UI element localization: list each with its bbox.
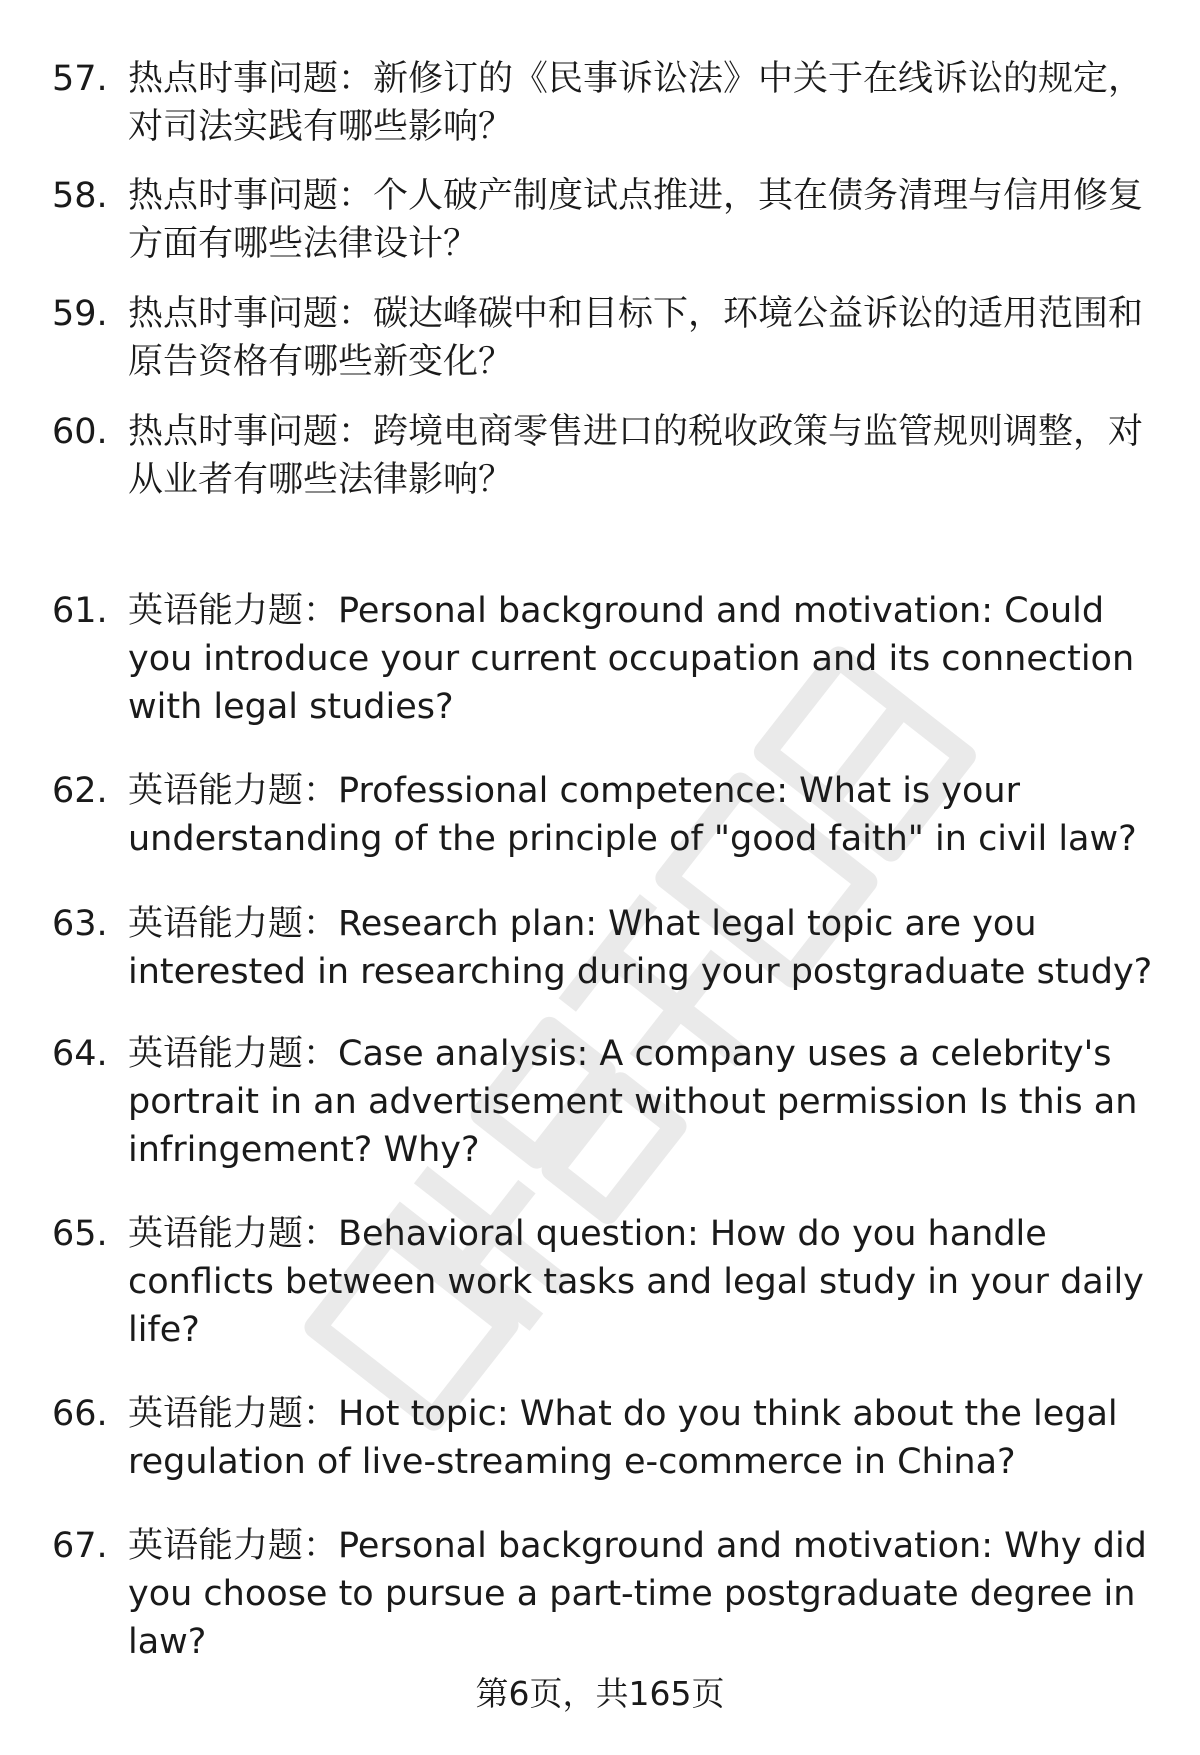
question-text: [128, 1522, 1160, 1666]
question-item: [52, 767, 1160, 863]
question-content: Personal background and motivation: Could you introduce your current occupation and its connection with legal studies?: [128, 591, 1135, 727]
question-number: 62.: [52, 771, 108, 811]
question-category: 热点时事问题：: [128, 294, 374, 334]
question-content: Research plan: What legal topic are you interested in researching during your postgraduate study?: [128, 904, 1153, 992]
question-number: 67.: [52, 1526, 108, 1566]
question-text: [128, 1030, 1160, 1174]
question-number: 60.: [52, 412, 108, 452]
page-number-footer: 第6页，共165页: [475, 1674, 725, 1713]
question-item: [52, 900, 1160, 996]
question-text: [128, 55, 1160, 151]
question-category: 英语能力题：: [128, 904, 339, 944]
question-item: [52, 290, 1160, 386]
question-category: 英语能力题：: [128, 1034, 339, 1074]
question-number: 66.: [52, 1394, 108, 1434]
question-number: 63.: [52, 904, 108, 944]
question-content: 个人破产制度试点推进，其在债务清理与信用修复方面有哪些法律设计？: [128, 176, 1144, 264]
question-number: 64.: [52, 1034, 108, 1074]
question-category: 热点时事问题：: [128, 176, 374, 216]
question-category: 热点时事问题：: [128, 412, 374, 452]
question-text: [128, 1210, 1160, 1354]
question-item: [52, 1210, 1160, 1354]
question-category: 英语能力题：: [128, 591, 339, 631]
question-content: 碳达峰碳中和目标下，环境公益诉讼的适用范围和原告资格有哪些新变化？: [128, 294, 1144, 382]
question-content: Personal background and motivation: Why did you choose to pursue a part-time postgraduate degree in law?: [128, 1526, 1147, 1662]
question-text: [128, 587, 1160, 731]
question-text: [128, 1390, 1160, 1486]
question-text: [128, 900, 1160, 996]
question-number: 61.: [52, 591, 108, 631]
question-text: [128, 767, 1160, 863]
question-item: [52, 408, 1160, 504]
question-category: 英语能力题：: [128, 1526, 339, 1566]
question-content: Case analysis: A company uses a celebrity's portrait in an advertisement without permission Is this an infringement? Why?: [128, 1034, 1138, 1170]
question-number: 59.: [52, 294, 108, 334]
question-content: Hot topic: What do you think about the legal regulation of live-streaming e-commerce in China?: [128, 1394, 1118, 1482]
question-category: 英语能力题：: [128, 1214, 339, 1254]
question-text: [128, 408, 1160, 504]
question-category: 英语能力题：: [128, 1394, 339, 1434]
question-item: [52, 1030, 1160, 1174]
question-text: [128, 172, 1160, 268]
question-category: 热点时事问题：: [128, 59, 374, 99]
question-number: 58.: [52, 176, 108, 216]
question-number: 65.: [52, 1214, 108, 1254]
question-text: [128, 290, 1160, 386]
question-content: Behavioral question: How do you handle conflicts between work tasks and legal study in your daily life?: [128, 1214, 1144, 1350]
question-item: [52, 55, 1160, 151]
question-number: 57.: [52, 59, 108, 99]
question-content: 新修订的《民事诉讼法》中关于在线诉讼的规定，对司法实践有哪些影响？: [128, 59, 1144, 147]
question-content: 跨境电商零售进口的税收政策与监管规则调整，对从业者有哪些法律影响？: [128, 412, 1144, 500]
question-item: [52, 587, 1160, 731]
question-item: [52, 172, 1160, 268]
question-item: [52, 1522, 1160, 1666]
question-category: 英语能力题：: [128, 771, 339, 811]
question-item: [52, 1390, 1160, 1486]
question-content: Professional competence: What is your understanding of the principle of "good faith" in civil law?: [128, 771, 1137, 859]
